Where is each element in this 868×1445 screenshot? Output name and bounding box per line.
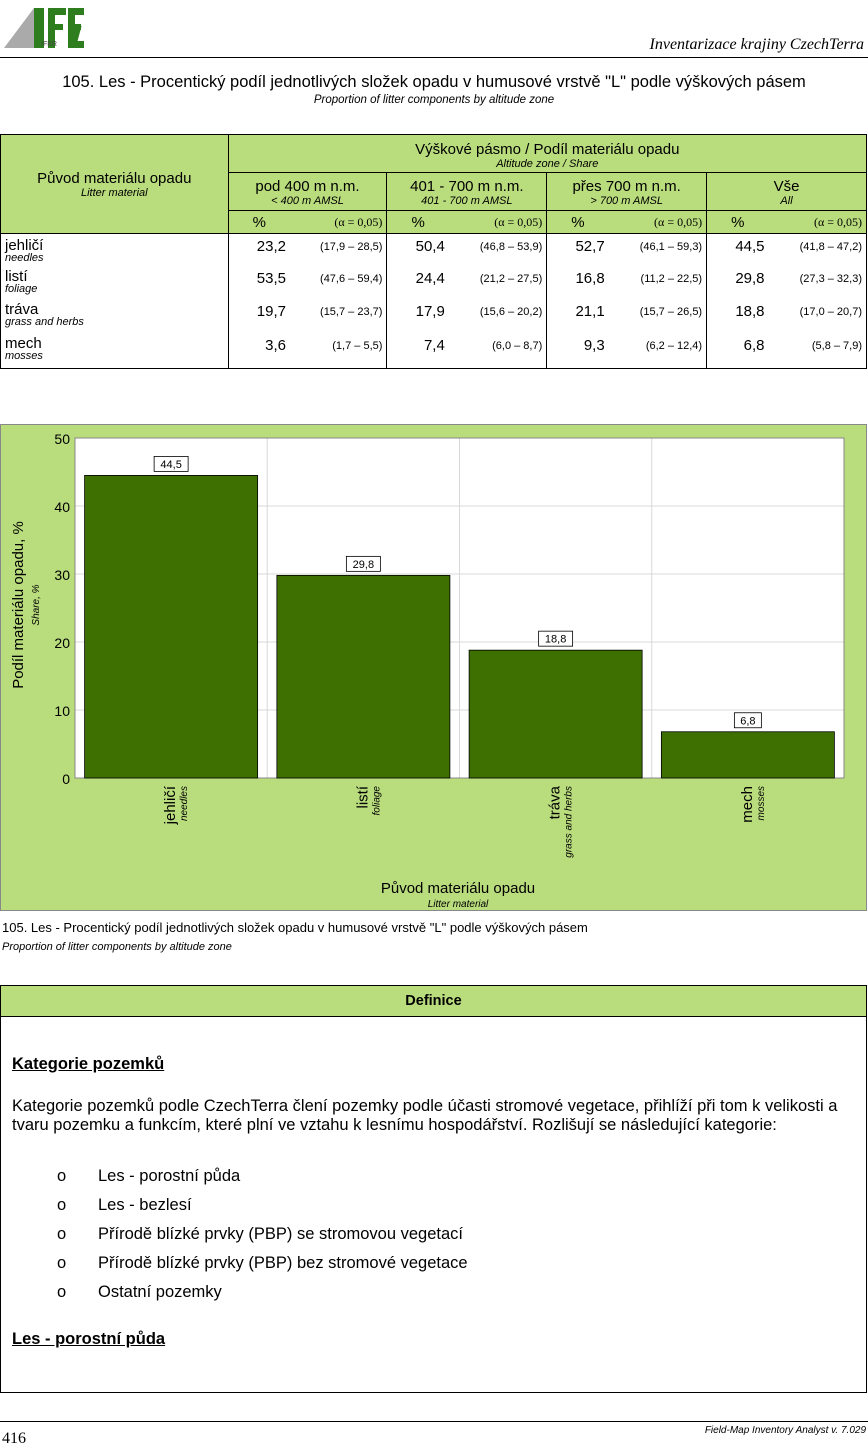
x-tick-label-en: mosses xyxy=(755,786,767,821)
svg-text:IFER: IFER xyxy=(41,41,57,48)
x-tick-label: jehličí xyxy=(162,786,180,825)
list-item: Přírodě blízké prvky (PBP) se stromovou vegetací xyxy=(98,1225,463,1243)
footer-divider xyxy=(0,1421,868,1422)
table-row: jehličí needles 23,2 (17,9 – 28,5) 50,4 (46,8 – 53,9) 52,7 (46,1 – 59,3) 44,5 (41,8 – 47,2) xyxy=(1,234,867,268)
y-axis-title: Podíl materiálu opadu, % xyxy=(10,521,27,689)
bar-mosses xyxy=(661,732,834,778)
alpha-label: (α = 0,05) xyxy=(449,211,547,234)
page-title: 105. Les - Procentický podíl jednotlivých složek opadu v humusové vrstvě "L" podle výškových pásem xyxy=(62,73,806,91)
definition-heading: Les - porostní půda xyxy=(12,1330,166,1348)
page-subtitle: Proportion of litter components by altitude zone xyxy=(313,94,555,106)
chart-panel xyxy=(0,424,867,911)
software-credit: Field-Map Inventory Analyst v. 7.029 xyxy=(704,1425,866,1436)
data-label: 6,8 xyxy=(740,715,756,728)
bullet-marker: o xyxy=(57,1283,67,1301)
litter-table xyxy=(0,134,867,369)
bar-chart xyxy=(1,425,866,910)
bullet-marker: o xyxy=(57,1225,67,1243)
y-tick-label: 50 xyxy=(54,431,70,447)
page-number: 416 xyxy=(2,1430,26,1445)
column-header: přes 700 m n.m. > 700 m AMSL xyxy=(547,173,707,211)
table-row: listí foliage 53,5 (47,6 – 59,4) 24,4 (21,2 – 27,5) 16,8 (11,2 – 22,5) 29,8 (27,3 – 32,3) xyxy=(1,268,867,301)
table-row: mech mosses 3,6 (1,7 – 5,5) 7,4 (6,0 – 8,7) 9,3 (6,2 – 12,4) 6,8 (5,8 – 7,9) xyxy=(1,335,867,369)
column-header: Vše All xyxy=(707,173,867,211)
y-tick-label: 40 xyxy=(54,499,70,515)
y-tick-label: 10 xyxy=(54,703,70,719)
header-divider xyxy=(0,57,868,58)
column-header: 401 - 700 m n.m. 401 - 700 m AMSL xyxy=(387,173,547,211)
ifer-logo xyxy=(4,2,100,54)
pct-label: % xyxy=(547,211,609,234)
x-tick-label: mech xyxy=(738,786,756,823)
data-label: 44,5 xyxy=(160,458,182,471)
figure-caption-en: Proportion of litter components by altitude zone xyxy=(2,941,232,953)
y-tick-label: 20 xyxy=(54,635,70,651)
row-header-label: Původ materiálu opadu xyxy=(37,169,192,187)
group-header-cell xyxy=(228,135,866,173)
y-tick-label: 30 xyxy=(54,567,70,583)
pct-label: % xyxy=(228,211,290,234)
group-header-label: Výškové pásmo / Podíl materiálu opadu xyxy=(415,141,680,158)
list-item: Les - bezlesí xyxy=(98,1196,192,1214)
list-item: Les - porostní půda xyxy=(98,1167,241,1185)
x-tick-label: listí xyxy=(354,786,372,809)
list-item: Ostatní pozemky xyxy=(98,1283,222,1301)
x-tick-label-en: needles xyxy=(179,786,191,822)
brand-title: Inventarizace krajiny CzechTerra xyxy=(649,36,864,53)
y-axis-title-en: Share, % xyxy=(31,584,42,626)
definition-heading: Kategorie pozemků xyxy=(12,1055,165,1073)
definition-box xyxy=(0,985,867,1393)
pct-label: % xyxy=(707,211,769,234)
row-header-cell xyxy=(1,135,229,234)
list-item: Přírodě blízké prvky (PBP) bez stromové vegetace xyxy=(98,1254,468,1272)
table-row: tráva grass and herbs 19,7 (15,7 – 23,7) 17,9 (15,6 – 20,2) 21,1 (15,7 – 26,5) 18,8 (17,0 – 20,7) xyxy=(1,301,867,335)
definition-header: Definice xyxy=(1,986,866,1017)
x-axis-title-en: Litter material xyxy=(427,899,489,910)
x-tick-label-en: foliage xyxy=(371,786,383,816)
bar-needles xyxy=(85,475,258,778)
y-tick-label: 0 xyxy=(62,771,70,787)
group-header-label-en: Altitude zone / Share xyxy=(496,158,599,170)
bullet-marker: o xyxy=(57,1254,67,1272)
bar-foliage xyxy=(277,575,450,778)
data-label: 18,8 xyxy=(544,633,567,646)
x-axis-title: Původ materiálu opadu xyxy=(380,880,536,897)
pct-label: % xyxy=(387,211,449,234)
data-label: 29,8 xyxy=(352,558,375,571)
bullet-marker: o xyxy=(57,1196,67,1214)
x-tick-label: tráva xyxy=(546,786,564,820)
x-tick-label-en: grass and herbs xyxy=(563,786,575,858)
definition-paragraph: Kategorie pozemků podle CzechTerra člení pozemky podle účasti stromové vegetace, přihlíží při tom k velikosti a tvaru pozemku a funkcím, které plní ve vztahu k lesnímu hospodářství. Rozlišují se následující kategorie: xyxy=(12,1097,838,1134)
bar-grass-and-herbs xyxy=(469,650,642,778)
alpha-label: (α = 0,05) xyxy=(769,211,867,234)
bullet-marker: o xyxy=(57,1167,67,1185)
figure-caption: 105. Les - Procentický podíl jednotlivých složek opadu v humusové vrstvě "L" podle výškových pásem xyxy=(2,920,588,935)
alpha-label: (α = 0,05) xyxy=(609,211,707,234)
alpha-label: (α = 0,05) xyxy=(290,211,387,234)
row-header-label-en: Litter material xyxy=(80,186,148,199)
column-header: pod 400 m n.m. < 400 m AMSL xyxy=(228,173,387,211)
